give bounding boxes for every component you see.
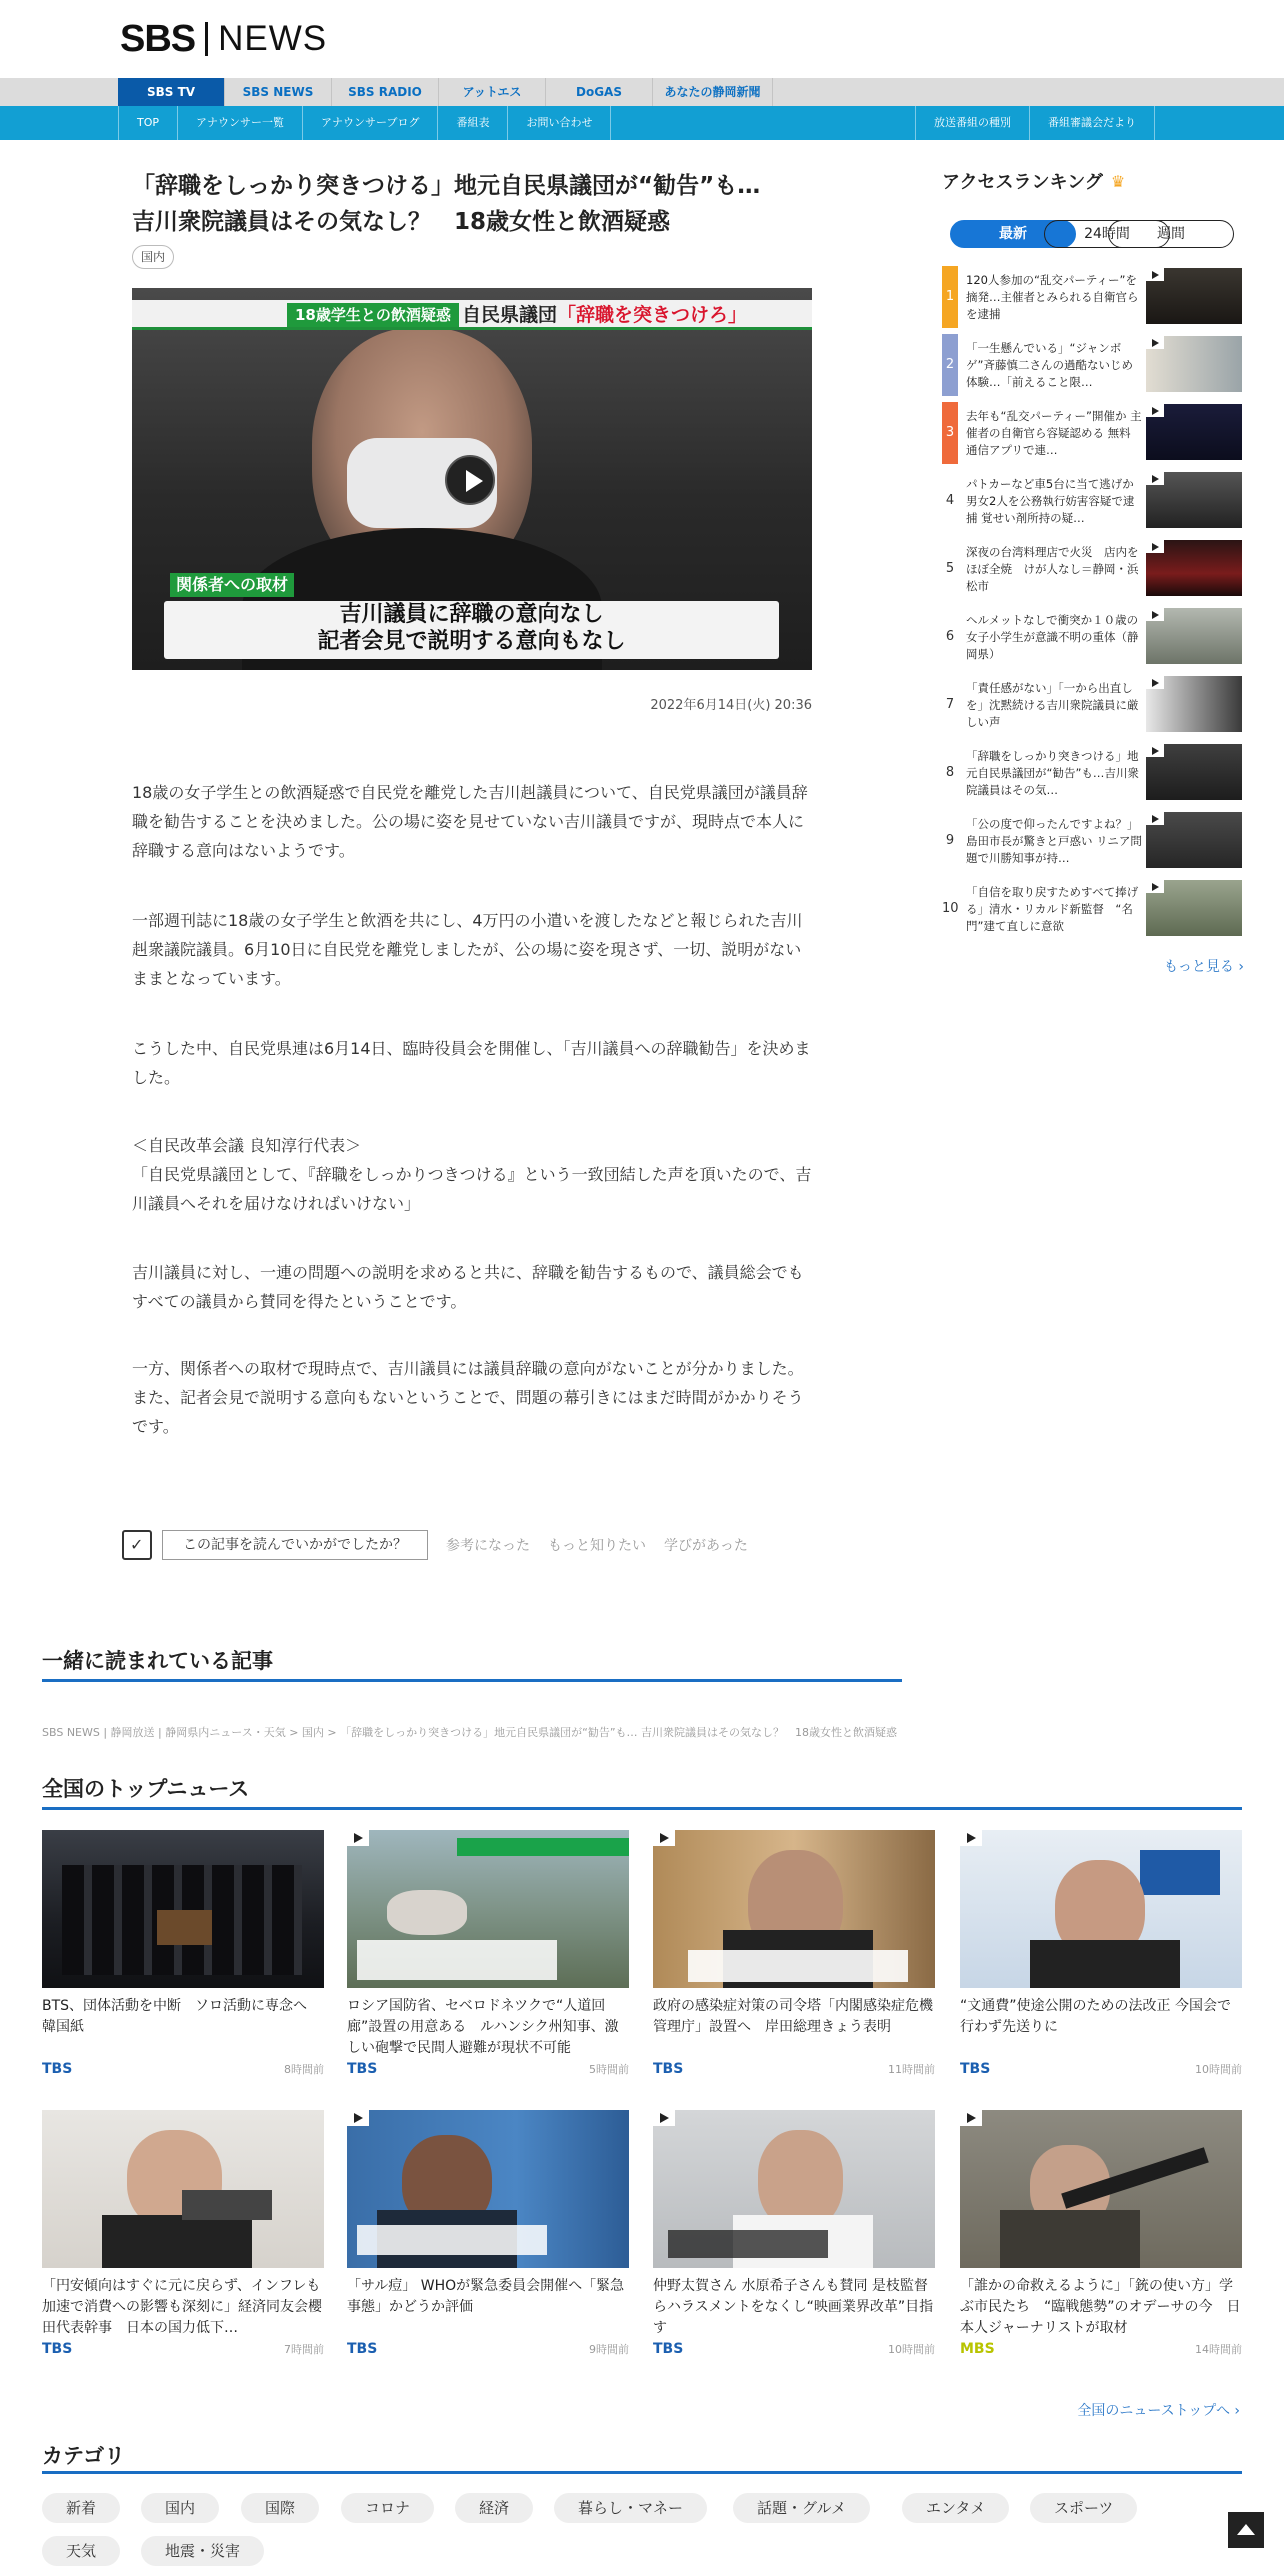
play-icon [347,2110,369,2126]
ranking-tab-latest[interactable]: 最新 [950,220,1076,248]
news-source: TBS [42,2061,73,2077]
news-time: 14時間前 [1195,2343,1242,2356]
news-card[interactable] [347,2110,629,2357]
reaction-bar [122,1528,748,1562]
top-nav-at-s[interactable]: アットエス [439,78,546,106]
category-chip-domestic[interactable]: 国内 [141,2493,219,2523]
reaction-learned[interactable]: 学びがあった [664,1538,748,1554]
category-chip-life-money[interactable]: 暮らし・マネー [554,2493,707,2523]
related-heading-underline [42,1679,902,1682]
ranking-item[interactable] [942,470,1242,532]
ranking-tab-24h[interactable]: 24時間 [1044,220,1170,248]
category-chip-entertainment[interactable]: エンタメ [902,2493,1009,2523]
ranking-thumbnail [1146,336,1242,392]
headline-line-1: 「辞職をしっかり突きつける」地元自民県議団が“勧告”も… [132,173,761,199]
ranking-number: 2 [942,334,958,396]
top-news-heading-underline [42,1807,1242,1810]
categories-heading-underline [42,2471,1242,2474]
play-icon [1146,676,1164,689]
sub-nav-program-table[interactable]: 番組表 [437,106,507,140]
site-logo[interactable] [120,17,328,60]
sub-nav-contact[interactable]: お問い合わせ [507,106,611,140]
sub-nav-announcers[interactable]: アナウンサー一覧 [177,106,302,140]
sub-nav-top[interactable]: TOP [118,106,177,140]
news-thumbnail [42,1830,324,1988]
news-source: TBS [42,2341,73,2357]
top-nav-dogas[interactable]: DoGAS [546,78,653,106]
sub-nav-announcer-blog[interactable]: アナウンサーブログ [302,106,437,140]
ranking-number: 1 [942,266,958,328]
ranking-item[interactable] [942,810,1242,872]
ranking-thumbnail [1146,812,1242,868]
news-thumbnail [960,2110,1242,2268]
news-source: TBS [653,2061,684,2077]
news-source: TBS [347,2341,378,2357]
ranking-thumbnail [1146,608,1242,664]
category-chip-economy[interactable]: 経済 [455,2493,533,2523]
category-chip-topics-gourmet[interactable]: 話題・グルメ [733,2493,870,2523]
news-thumbnail [960,1830,1242,1988]
breadcrumb[interactable]: SBS NEWS | 静岡放送 | 静岡県内ニュース・天気 > 国内 > 「辞職をしっかり突きつける」地元自民県議団が“勧告”も… 吉川衆院議員はその気なし？ 18歳女性と飲酒疑惑 [42,1726,898,1739]
news-card[interactable] [653,1830,935,2077]
ranking-number: 5 [945,561,955,576]
ranking-title: 120人参加の“乱交パーティー”を摘発…主催者とみられる自衛官らを逮捕 [966,273,1139,321]
video-caption-line-1: 吉川議員に辞職の意向なし [339,602,604,627]
top-news-heading: 全国のトップニュース [42,1777,250,1801]
crown-icon: ♛ [1110,171,1126,191]
category-tag[interactable]: 国内 [132,245,174,269]
ranking-number: 4 [945,493,955,508]
play-icon [960,1830,982,1846]
play-icon [1146,880,1164,893]
ranking-heading [942,168,1125,194]
news-thumbnail [42,2110,324,2268]
ranking-thumbnail [1146,744,1242,800]
ranking-title: 「責任感がない」「一から出直しを」沈黙続ける吉川衆院議員に厳しい声 [966,681,1139,729]
ranking-thumbnail [1146,880,1242,936]
ranking-number: 9 [945,833,955,848]
ranking-number: 8 [945,765,955,780]
play-icon [960,2110,982,2126]
top-nav-shizuoka-shimbun[interactable]: あなたの静岡新聞 [653,78,773,106]
article-paragraph: 18歳の女子学生との飲酒疑惑で自民党を離党した吉川赳議員について、自民党県議団が議員辞職を勧告することを決めました。公の場に姿を見せていない吉川議員ですが、現時点で本人に辞職する意向はないようです。 [132,783,808,860]
news-card[interactable] [42,1830,324,2077]
ranking-title: パトカーなど車5台に当て逃げか 男女2人を公務執行妨害容疑で逮捕 覚せい剤所持の疑… [966,477,1135,525]
headline-line-2: 吉川衆院議員はその気なし？ 18歳女性と飲酒疑惑 [132,209,671,235]
news-card[interactable] [347,1830,629,2077]
news-time: 7時間前 [284,2343,324,2356]
reaction-want-more[interactable]: もっと知りたい [548,1538,646,1554]
news-title: 「誰かの命救えるように」「銃の使い方」学ぶ市民たち “臨戦態勢”のオデーサの今 日本人ジャーナリストが取材 [960,2278,1241,2336]
video-caption-line-2: 記者会見で説明する意向もなし [317,629,626,654]
ranking-item[interactable] [942,334,1242,396]
ranking-item[interactable] [942,402,1242,464]
news-title: “文通費”使途公開のための法改正 今国会で行わず先送りに [960,1998,1231,2035]
ranking-item[interactable] [942,266,1242,328]
play-icon [653,2110,675,2126]
publish-date: 2022年6月14日(火) 20:36 [650,698,812,713]
news-thumbnail [653,2110,935,2268]
video-caption [164,601,779,659]
article-quote: 「自民党県議団として、『辞職をしっかりつきつける』という一致団結した声を頂いたので、吉川議員へそれを届けなければいけない」 [132,1165,812,1213]
article-paragraph: 一方、関係者への取材で現時点で、吉川議員には議員辞職の意向がないことが分かりました。また、記者会見で説明する意向もないということで、問題の幕引きにはまだ時間がかかりそうです。 [132,1359,804,1436]
article-paragraph: 一部週刊誌に18歳の女子学生と飲酒を共にし、4万円の小遣いを渡したなどと報じられた吉川赳衆議院議員。6月10日に自民党を離党しましたが、公の場に姿を現さず、一切、説明がないままとなっています。 [132,911,803,988]
ranking-title: 去年も“乱交パーティー”開催か 主催者の自衛官ら容疑認める 無料通信アプリで連… [966,409,1142,457]
news-source: TBS [960,2061,991,2077]
video-label: 関係者への取材 [170,573,294,597]
category-chip-earthquake-disaster[interactable]: 地震・災害 [141,2536,264,2566]
news-title: 「円安傾向はすぐに元に戻らず、インフレも加速で消費への影響も深刻に」経済同友会櫻田代表幹事 日本の国力低下… [42,2278,322,2336]
news-card[interactable] [960,2110,1242,2357]
play-icon [1146,608,1164,621]
category-chip-sports[interactable]: スポーツ [1030,2493,1137,2523]
sub-nav-council-news[interactable]: 番組審議会だより [1029,106,1155,140]
article-quote-speaker: ＜自民改革会議 良知淳行代表＞ [132,1136,362,1155]
play-icon [1146,744,1164,757]
ranking-thumbnail [1146,540,1242,596]
video-banner-topic: 18歳学生との飲酒疑惑 [287,303,459,327]
news-title: 政府の感染症対策の司令塔「内閣感染症危機管理庁」設置へ 岸田総理きょう表明 [653,1998,933,2035]
top-nav-sbs-radio[interactable]: SBS RADIO [332,78,439,106]
article-paragraph: こうした中、自民党県連は6月14日、臨時役員会を開催し、「吉川議員への辞職勧告」を決めました。 [132,1039,811,1087]
play-icon [1146,540,1164,553]
ranking-more-link[interactable]: もっと見る › [1163,959,1244,975]
top-nav-sbs-news[interactable]: SBS NEWS [225,78,332,106]
category-chip-new[interactable]: 新着 [42,2493,120,2523]
ranking-number: 7 [945,697,955,712]
article-headline [132,168,822,240]
play-icon [1146,404,1164,417]
survey-icon [122,1530,152,1560]
ranking-item[interactable] [942,674,1242,736]
categories-heading: カテゴリ [42,2444,126,2468]
news-time: 9時間前 [589,2343,629,2356]
top-nav [0,78,1284,106]
article-paragraph: 吉川議員に対し、一連の問題への説明を求めると共に、辞職を勧告するもので、議員総会でもすべての議員から賛同を得たということです。 [132,1263,804,1311]
ranking-title: 「辞職をしっかり突きつける」地元自民県議団が“勧告”も…吉川衆院議員はその気… [966,749,1139,797]
category-chip-international[interactable]: 国際 [241,2493,319,2523]
news-card[interactable] [960,1830,1242,2077]
ranking-thumbnail [1146,472,1242,528]
sub-nav [0,106,1284,140]
news-source: TBS [347,2061,378,2077]
related-heading: 一緒に読まれている記事 [42,1649,273,1673]
news-thumbnail [347,1830,629,1988]
category-chip-corona[interactable]: コロナ [341,2493,434,2523]
ranking-item[interactable] [942,878,1242,940]
video-player[interactable] [132,288,812,670]
ranking-title: 「一生懸んでいる」“ジャンボゲ”斉藤慎二さんの過酷ないじめ体験…「前えること限… [966,341,1133,389]
news-time: 11時間前 [888,2063,935,2076]
news-time: 8時間前 [284,2063,324,2076]
play-icon [1146,812,1164,825]
ranking-thumbnail [1146,268,1242,324]
ranking-heading-text: アクセスランキング [942,172,1103,193]
ranking-number: 10 [942,901,959,916]
reaction-question: この記事を読んでいかがでしたか？ [162,1530,428,1560]
video-banner-title: 自民県議団「辞職を突きつけろ」 [462,304,748,326]
ranking-title: 深夜の台湾料理店で火災 店内をほぼ全焼 けが人なし＝静岡・浜松市 [966,545,1139,593]
news-title: BTS、団体活動を中断 ソロ活動に専念へ 韓国紙 [42,1998,322,2035]
news-source: TBS [653,2341,684,2357]
top-nav-sbs-tv[interactable]: SBS TV [118,78,225,106]
ranking-number: 6 [945,629,955,644]
news-time: 10時間前 [888,2343,935,2356]
logo-sbs-text: SBS [120,17,196,60]
news-title: 仲野太賀さん 水原希子さんも賛同 是枝監督らハラスメントをなくし“映画業界改革”目指す [653,2278,934,2336]
sub-nav-program-types[interactable]: 放送番組の種別 [915,106,1029,140]
play-icon[interactable] [445,455,495,505]
news-card[interactable] [653,2110,935,2357]
more-national-news-link[interactable]: 全国のニューストップへ › [1077,2403,1240,2419]
news-time: 10時間前 [1195,2063,1242,2076]
ranking-item[interactable] [942,742,1242,804]
play-icon [1146,472,1164,485]
play-icon [347,1830,369,1846]
play-icon [1146,336,1164,349]
logo-divider [205,22,208,56]
ranking-item[interactable] [942,538,1242,600]
ranking-number: 3 [942,402,958,464]
news-title: 「サル痘」 WHOが緊急委員会開催へ「緊急事態」かどうか評価 [347,2278,625,2315]
ranking-tab-weekly[interactable]: 週間 [1108,220,1234,248]
ranking-thumbnail [1146,676,1242,732]
news-card[interactable] [42,2110,324,2357]
ranking-title: 「公の度で仰ったんですよね？」島田市長が驚きと戸惑い リニア問題で川勝知事が持… [966,817,1142,865]
play-icon [1146,268,1164,281]
news-time: 5時間前 [589,2063,629,2076]
reaction-helpful[interactable]: 参考になった [446,1538,530,1554]
news-thumbnail [653,1830,935,1988]
ranking-title: ヘルメットなしで衝突か１０歳の女子小学生が意識不明の重体（静岡県） [966,613,1139,661]
ranking-title: 「自信を取り戻すためすべて捧げる」清水・リカルド新監督 “名門”建て直しに意欲 [966,885,1139,933]
back-to-top-button[interactable] [1228,2512,1264,2548]
news-title: ロシア国防省、セベロドネツクで“人道回廊”設置の用意ある ルハンシク州知事、激しい砲撃で民間人避難が現状不可能 [347,1998,619,2056]
play-icon [653,1830,675,1846]
category-chip-weather[interactable]: 天気 [42,2536,120,2566]
news-source: MBS [960,2341,995,2357]
ranking-item[interactable] [942,606,1242,668]
ranking-thumbnail [1146,404,1242,460]
logo-news-text: NEWS [218,19,328,58]
news-thumbnail [347,2110,629,2268]
